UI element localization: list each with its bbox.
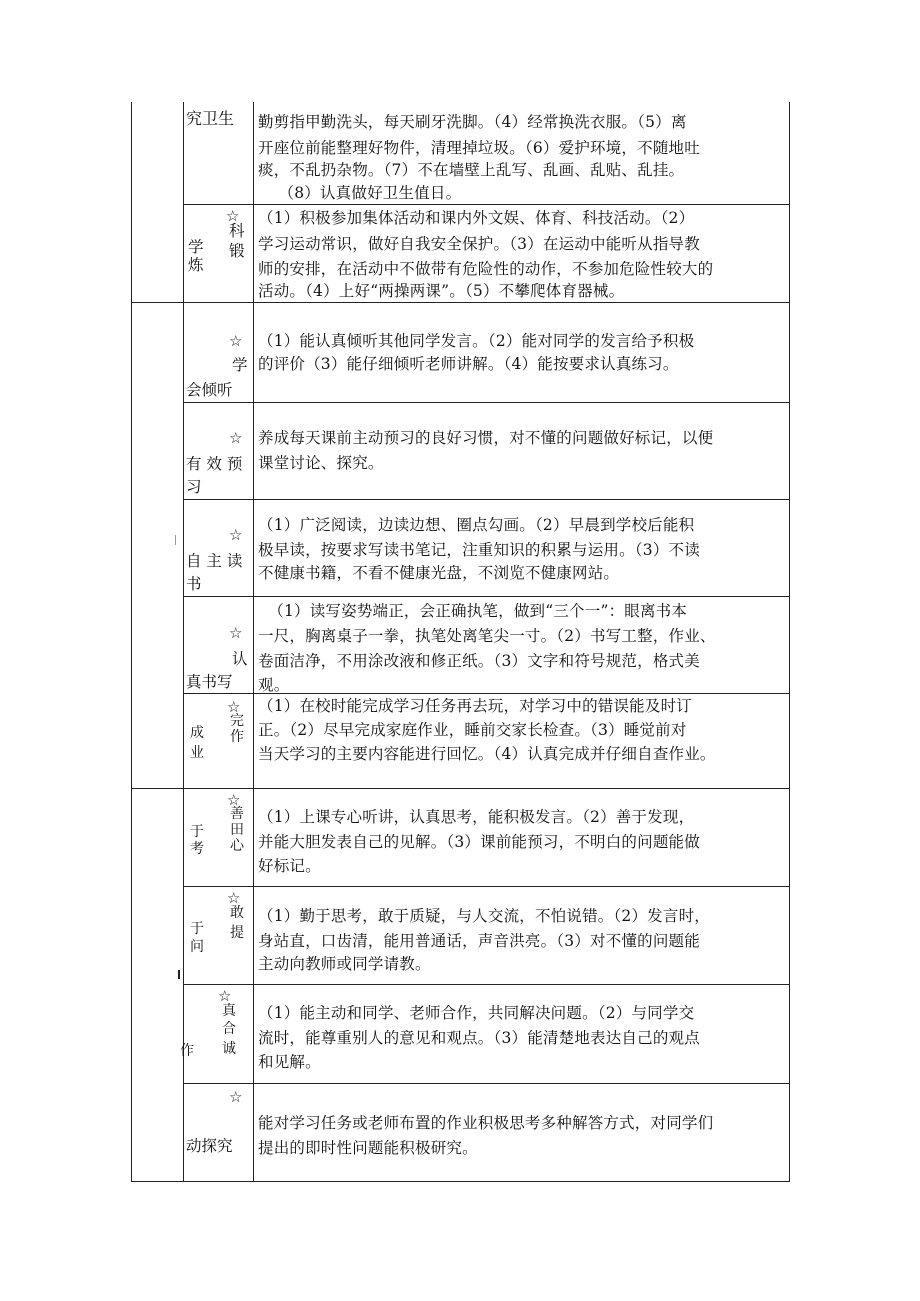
star-icon: ☆ xyxy=(229,624,243,642)
row-content-explore-line: 能对学习任务或老师布置的作业积极思考多种解答方式，对同学们 xyxy=(258,1114,714,1132)
row-label-thinking: 善 xyxy=(230,806,244,822)
row-label-thinking: 考 xyxy=(190,841,204,857)
row-content-cooperation-line: （1）能主动和同学、老师合作，共同解决问题。（2）与同学交 xyxy=(258,1004,695,1022)
row-label-cooperation: 合 xyxy=(222,1021,236,1037)
row-divider xyxy=(183,984,790,985)
row-divider xyxy=(183,499,790,500)
row-content-hygiene-line: 勤剪指甲勤洗头，每天刷牙洗脚。（4）经常换洗衣服。（5）离 xyxy=(258,113,687,131)
row-content-thinking-line: 并能大胆发表自己的见解。（3）课前能预习，不明白的问题能做 xyxy=(258,833,700,851)
row-content-reading-line: 极早读，按要求写读书笔记，注重知识的积累与运用。（3）不读 xyxy=(258,541,700,559)
row-content-homework-line: 正。（2）尽早完成家庭作业，睡前交家长检查。（3）睡觉前对 xyxy=(258,721,687,739)
row-content-hygiene-line: 开座位前能整理好物件，清理掉垃圾。（6）爱护环境，不随地吐 xyxy=(258,139,700,157)
star-icon: ☆ xyxy=(227,698,241,716)
row-divider xyxy=(183,596,790,597)
row-label-exercise: 学 xyxy=(188,238,204,256)
star-icon: ☆ xyxy=(218,987,232,1005)
row-content-preview-line: 养成每天课前主动预习的良好习惯，对不懂的问题做好标记，以便 xyxy=(258,429,714,447)
table-border-right xyxy=(789,102,790,1182)
row-content-listen-line: 的评价（3）能仔细倾听老师讲解。（4）能按要求认真练习。 xyxy=(258,355,679,373)
row-label-thinking: 心 xyxy=(230,838,244,854)
row-content-asking-line: 主动向教师或同学请教。 xyxy=(258,955,431,973)
row-label-homework: 业 xyxy=(190,745,204,761)
row-label-writing: 认 xyxy=(232,650,248,668)
row-content-asking-line: （1）勤于思考，敢于质疑，与人交流，不怕说错。（2）发言时， xyxy=(258,907,710,925)
row-content-reading-line: 不健康书籍，不看不健康光盘，不浏览不健康网站。 xyxy=(258,564,620,582)
star-icon: ☆ xyxy=(227,889,241,907)
row-label-hygiene: 究卫生 xyxy=(186,109,235,128)
star-icon: ☆ xyxy=(229,526,243,544)
row-content-exercise-line: 活动。（4）上好“两操两课”。（5）不攀爬体育器械。 xyxy=(258,282,625,300)
row-content-cooperation-line: 流时，能尊重别人的意见和观点。（3）能清楚地表达自己的观点 xyxy=(258,1029,700,1047)
column-divider-2 xyxy=(253,102,254,1182)
row-content-homework-line: （1）在校时能完成学习任务再去玩，对学习中的错误能及时订 xyxy=(258,697,692,715)
row-label-asking: 于 xyxy=(190,921,204,937)
row-divider xyxy=(183,1083,790,1084)
row-label-homework: 作 xyxy=(230,729,244,745)
row-content-thinking-line: （1）上课专心听讲，认真思考，能积极发言。（2）善于发现， xyxy=(258,808,695,826)
row-content-explore-line: 提出的即时性问题能积极研究。 xyxy=(258,1139,478,1157)
row-content-writing-line: 卷面洁净，不用涂改液和修正纸。（3）文字和符号规范，格式美 xyxy=(258,652,700,670)
star-icon: ☆ xyxy=(227,791,241,809)
row-content-asking-line: 身站直，口齿清，能用普通话，声音洪亮。（3）对不懂的问题能 xyxy=(258,932,700,950)
row-content-writing-line: 一尺，胸离桌子一拳，执笔处离笔尖一寸。（2）书写工整，作业、 xyxy=(258,627,716,645)
section-divider-2 xyxy=(131,788,790,789)
star-icon: ☆ xyxy=(229,1088,243,1106)
row-label-asking: 提 xyxy=(230,925,244,941)
row-content-listen-line: （1）能认真倾听其他同学发言。（2）能对同学的发言给予积极 xyxy=(258,332,695,350)
row-label-reading: 自 主 读 xyxy=(186,552,243,570)
star-icon: ☆ xyxy=(226,207,240,225)
table-border-left xyxy=(131,102,132,1182)
row-label-asking: 敢 xyxy=(230,905,244,921)
row-label-exercise: 科 xyxy=(229,222,245,240)
row-content-preview-line: 课堂讨论、探究。 xyxy=(258,454,384,472)
row-content-exercise-line: 师的安排，在活动中不做带有危险性的动作，不参加危险性较大的 xyxy=(258,260,714,278)
row-content-thinking-line: 好标记。 xyxy=(258,857,321,875)
row-label-cooperation: 真 xyxy=(222,1003,236,1019)
row-label-cooperation: 作 xyxy=(180,1043,194,1059)
row-divider xyxy=(183,402,790,403)
row-label-writing: 真书写 xyxy=(186,673,233,691)
row-label-homework: 完 xyxy=(230,713,244,729)
row-label-exercise: 炼 xyxy=(188,256,204,274)
row-label-reading: 书 xyxy=(186,575,202,593)
row-content-exercise-line: （1）积极参加集体活动和课内外文娱、体育、科技活动。（2） xyxy=(258,209,695,227)
star-icon: ☆ xyxy=(229,429,243,447)
row-label-listen: 会倾听 xyxy=(186,381,233,399)
row-content-homework-line: 当天学习的主要内容能进行回忆。（4）认真完成并仔细自查作业。 xyxy=(258,745,716,763)
row-label-asking: 问 xyxy=(190,939,204,955)
row-label-exercise: 锻 xyxy=(229,242,245,260)
row-label-cooperation: 诚 xyxy=(222,1041,236,1057)
row-label-explore: 动探究 xyxy=(186,1137,233,1155)
row-label-thinking: 于 xyxy=(190,824,204,840)
row-content-writing-line: （1）读写姿势端正，会正确执笔，做到“三个一”：眼离书本 xyxy=(258,602,688,620)
row-label-listen: 学 xyxy=(232,356,248,374)
row-content-reading-line: （1）广泛阅读，边读边想、圈点勾画。（2）早晨到学校后能积 xyxy=(258,516,695,534)
row-content-hygiene-line: 痰，不乱扔杂物。（7）不在墙壁上乱写、乱画、乱贴、乱挂。 xyxy=(258,161,685,179)
column-divider-1 xyxy=(183,102,184,1182)
row-content-writing-line: 观。 xyxy=(258,676,290,694)
row-content-hygiene-line: （8）认真做好卫生值日。 xyxy=(258,184,462,202)
row-divider xyxy=(183,886,790,887)
row-content-cooperation-line: 和见解。 xyxy=(258,1053,321,1071)
row-content-exercise-line: 学习运动常识，做好自我安全保护。（3）在运动中能听从指导教 xyxy=(258,235,700,253)
row-label-preview: 有 效 预 xyxy=(186,455,243,473)
row-label-preview: 习 xyxy=(186,478,202,496)
row-label-thinking: 田 xyxy=(230,822,244,838)
table-border-bottom xyxy=(131,1181,790,1182)
stray-mark xyxy=(175,535,176,545)
row-label-homework: 成 xyxy=(190,725,204,741)
stray-mark xyxy=(178,970,180,979)
star-icon: ☆ xyxy=(229,332,243,350)
